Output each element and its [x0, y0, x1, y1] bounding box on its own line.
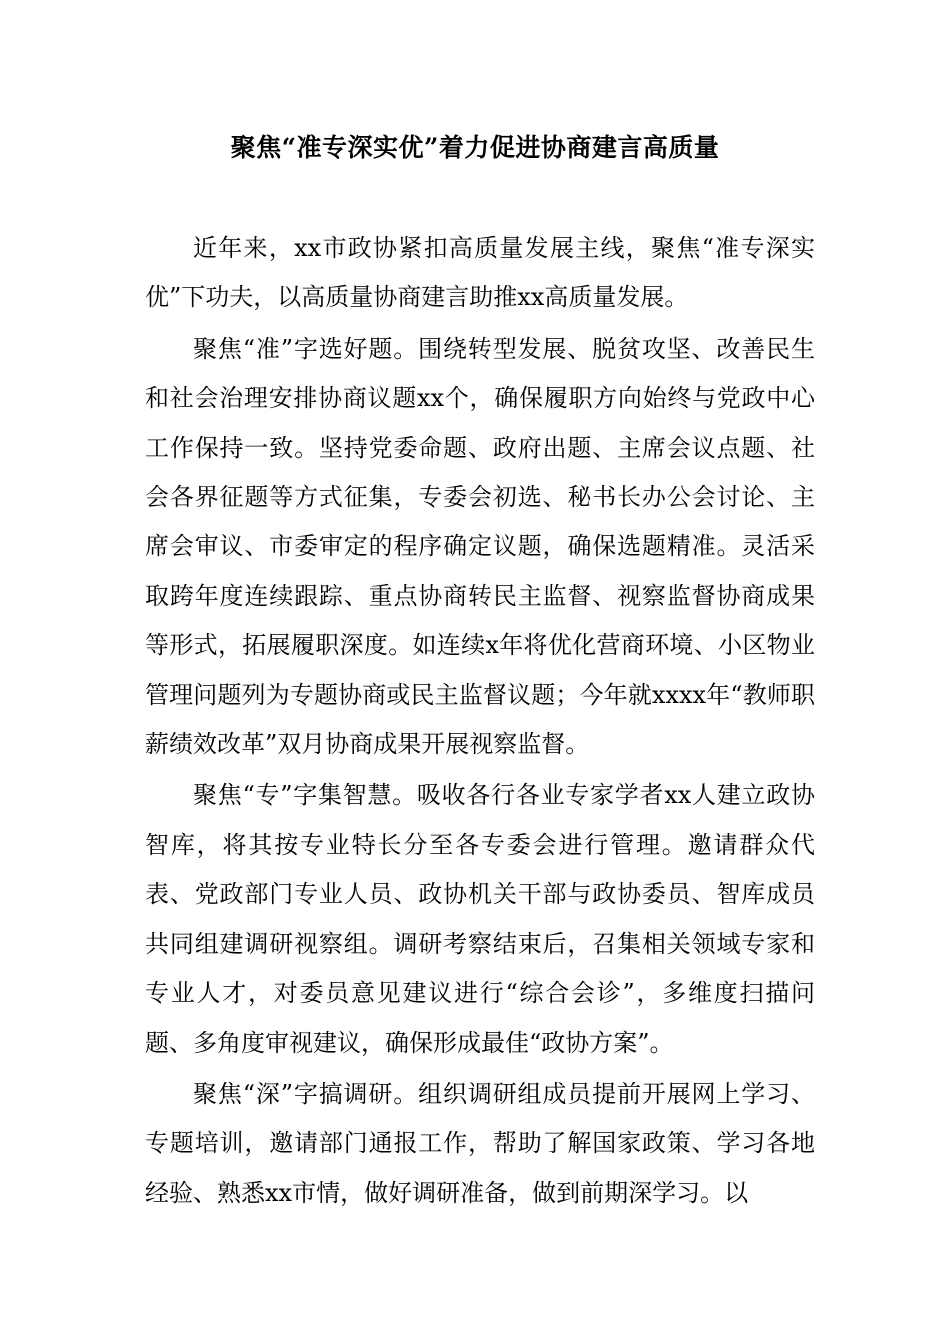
paragraph-zhun: 聚焦“准”字选好题。围绕转型发展、脱贫攻坚、改善民生和社会治理安排协商议题xx个，确保履职方向始终与党政中心工作保持一致。坚持党委命题、政府出题、主席会议点题、社会各界征题等方式征集，专委会初选、秘书长办公会讨论、主席会审议、市委审定的程序确定议题，确保选题精准。灵活采取跨年度连续跟踪、重点协商转民主监督、视察监督协商成果等形式，拓展履职深度。如连续x年将优化营商环境、小区物业管理问题列为专题协商或民主监督议题；今年就xxxx年“教师职薪绩效改革”双月协商成果开展视察监督。 — [145, 334, 815, 759]
document-title: 聚焦“准专深实优”着力促进协商建言高质量 — [230, 133, 720, 162]
document-body — [145, 224, 815, 1220]
paragraph-shen: 聚焦“深”字搞调研。组织调研组成员提前开展网上学习、专题培训，邀请部门通报工作，帮助了解国家政策、学习各地经验、熟悉xx市情，做好调研准备，做到前期深学习。以 — [145, 1079, 815, 1207]
paragraph-intro: 近年来，xx市政协紧扣高质量发展主线，聚焦“准专深实优”下功夫，以高质量协商建言助推xx高质量发展。 — [145, 234, 815, 312]
paragraph-zhuan: 聚焦“专”字集智慧。吸收各行各业专家学者xx人建立政协智库，将其按专业特长分至各专委会进行管理。邀请群众代表、党政部门专业人员、政协机关干部与政协委员、智库成员共同组建调研视察组。调研考察结束后，召集相关领域专家和专业人才，对委员意见建议进行“综合会诊”，多维度扫描问题、多角度审视建议，确保形成最佳“政协方案”。 — [145, 781, 815, 1057]
